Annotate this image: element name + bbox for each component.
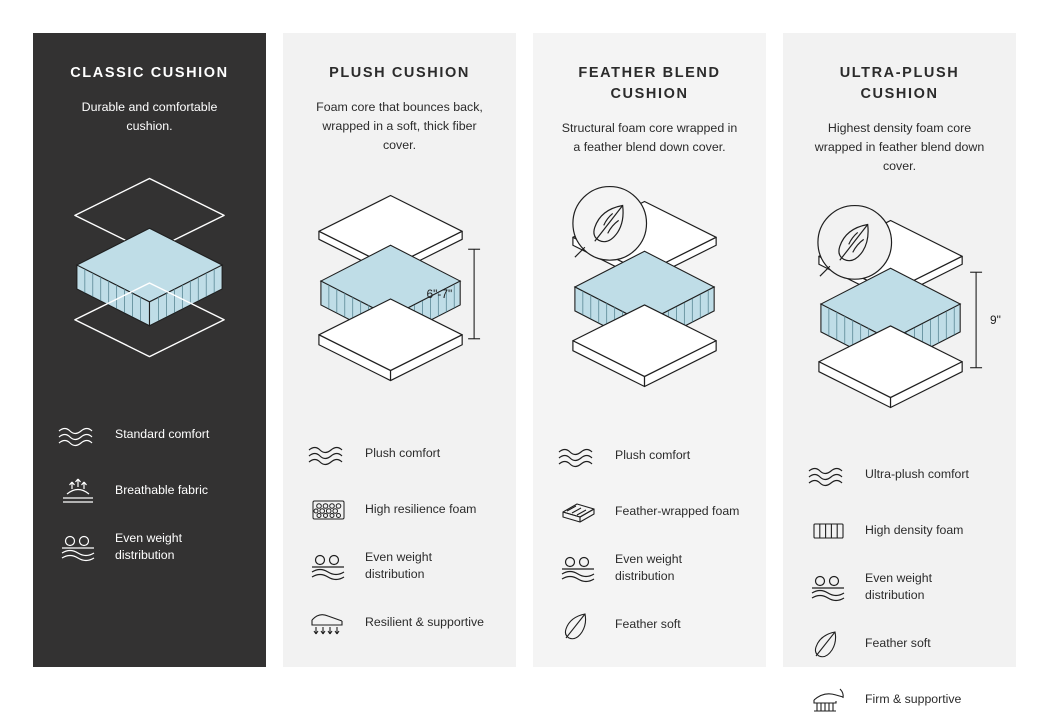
cushion-illustration-ultra-plush [805, 190, 1001, 440]
feature-label: Even weight distribution [615, 551, 682, 584]
feature-item [555, 439, 744, 473]
feature-label: High resilience foam [365, 501, 477, 516]
feature-label: Feather soft [865, 635, 931, 650]
feature-item [555, 495, 744, 529]
feature-label: Even weight distribution [365, 549, 432, 581]
feature-item [55, 474, 244, 508]
dimension-bracket [970, 272, 982, 367]
feature-label: Plush comfort [615, 447, 691, 462]
card-plush-cushion [283, 33, 516, 667]
feature-list [805, 458, 994, 716]
feature-item [305, 437, 494, 471]
feature-item [305, 493, 494, 527]
dimension-bracket [468, 249, 480, 339]
resilient-support-icon [305, 605, 351, 639]
feature-item [55, 418, 244, 452]
even-weight-icon [555, 551, 601, 585]
feature-item [805, 570, 994, 605]
card-title: CLASSIC CUSHION [70, 65, 229, 81]
feature-list [555, 439, 744, 642]
feature-item [305, 549, 494, 584]
feature-list [55, 418, 244, 565]
feature-label: Ultra-plush comfort [865, 466, 969, 481]
firm-support-icon [805, 682, 851, 716]
wave-lines-icon [55, 418, 101, 452]
breathable-fabric-icon [55, 474, 101, 508]
card-description: Durable and comfortable cushion. [81, 100, 218, 133]
feature-item [805, 682, 994, 716]
feature-label: Feather soft [615, 616, 681, 631]
card-classic-cushion [33, 33, 266, 667]
feature-item [805, 514, 994, 548]
wave-lines-icon [805, 458, 851, 492]
cushion-illustration-feather-blend [555, 171, 744, 421]
card-description: Foam core that bounces back, wrapped in a soft, thick fiber cover. [316, 100, 483, 152]
feature-item [805, 626, 994, 660]
feature-label: Even weight distribution [865, 570, 932, 603]
leaf-badge [818, 205, 892, 279]
card-title: FEATHER BLEND CUSHION [578, 65, 721, 103]
foam-core-layer [77, 228, 222, 325]
leaf-icon [805, 626, 851, 660]
feature-label: Firm & supportive [865, 691, 962, 706]
even-weight-icon [805, 570, 851, 604]
feather-wrapped-foam-icon [555, 495, 601, 529]
wave-lines-icon [555, 439, 601, 473]
card-description: Highest density foam core wrapped in feather blend down cover. [814, 121, 985, 173]
feature-item [555, 551, 744, 586]
cushion-illustration-plush [305, 169, 494, 419]
card-title: PLUSH CUSHION [329, 65, 470, 81]
leaf-icon [555, 608, 601, 642]
dimension-label: 9" [990, 312, 1001, 327]
feature-label: Resilient & supportive [365, 614, 484, 629]
feature-label: Plush comfort [365, 445, 441, 460]
feature-label: Standard comfort [115, 426, 210, 441]
feature-item [555, 608, 744, 642]
leaf-badge [573, 186, 647, 260]
high-density-foam-icon [805, 514, 851, 548]
feature-label: High density foam [865, 522, 964, 537]
feature-label: Feather-wrapped foam [615, 503, 740, 518]
feature-list [305, 437, 494, 640]
wave-lines-icon [305, 437, 351, 471]
card-description: Structural foam core wrapped in a feather blend down cover. [561, 121, 738, 154]
dimension-label: 6"-7" [426, 286, 453, 301]
card-ultra-plush-cushion [783, 33, 1016, 706]
feature-item [305, 605, 494, 639]
card-title: ULTRA-PLUSH CUSHION [839, 65, 960, 103]
feature-label: Even weight distribution [115, 530, 182, 563]
feature-item [805, 458, 994, 492]
even-weight-icon [55, 530, 101, 564]
honeycomb-foam-icon [305, 493, 351, 527]
card-feather-blend-cushion [533, 33, 766, 667]
feature-label: Breathable fabric [115, 482, 208, 497]
cushion-illustration-classic [55, 150, 244, 400]
even-weight-icon [305, 549, 351, 583]
feature-item [55, 530, 244, 565]
